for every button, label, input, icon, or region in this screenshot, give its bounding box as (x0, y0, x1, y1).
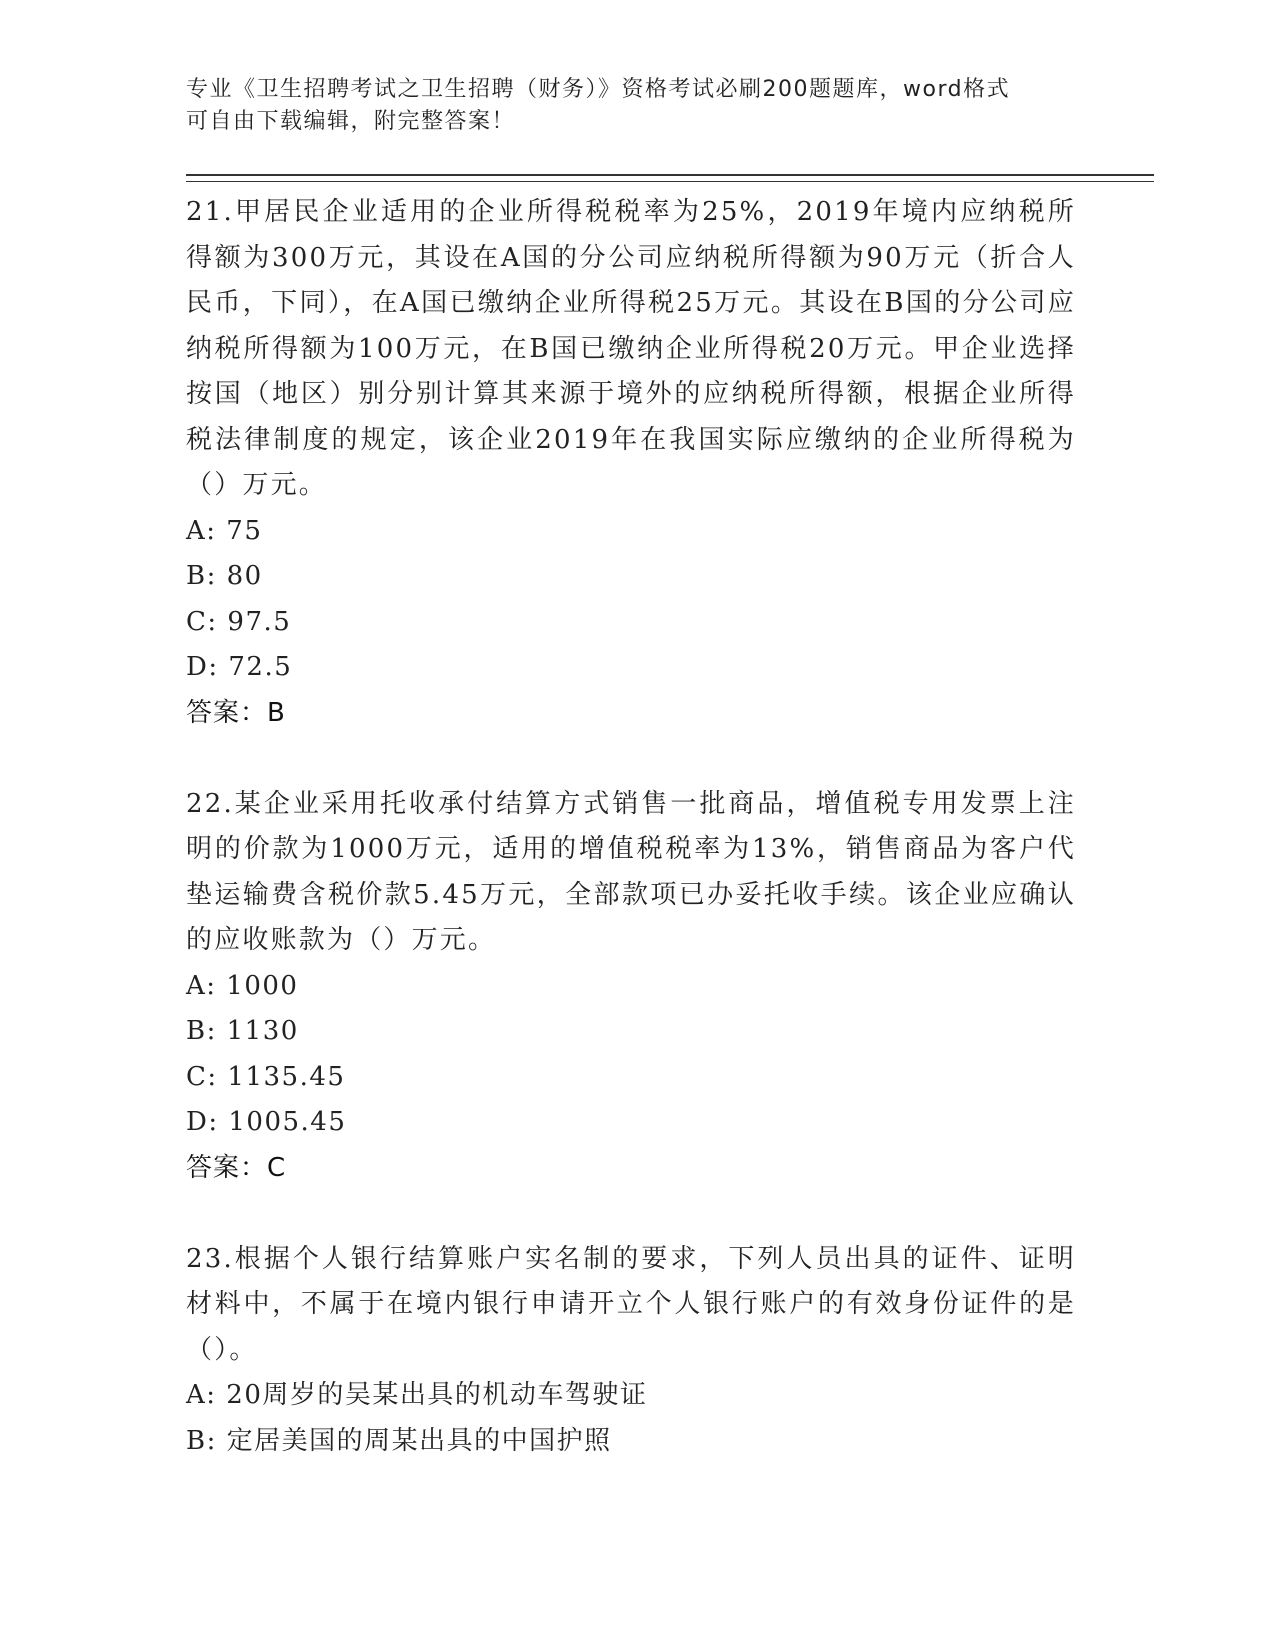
answer-label: 答案：C (186, 1152, 287, 1183)
document-header (186, 74, 1066, 138)
header-line-1: 专业《卫生招聘考试之卫生招聘（财务）》资格考试必刷200题题库，word格式 (186, 77, 1011, 102)
question-22 (186, 782, 1076, 1192)
header-line-2: 可自由下载编辑，附完整答案！ (186, 109, 516, 134)
spacer (186, 736, 1076, 782)
option-c: C: 1135.45 (186, 1061, 346, 1092)
spacer (186, 1191, 1076, 1237)
question-list (186, 190, 1076, 1464)
option-a: A: 75 (186, 515, 263, 546)
question-21 (186, 190, 1076, 736)
question-23 (186, 1237, 1076, 1465)
option-d: D: 1005.45 (186, 1107, 347, 1137)
answer-label: 答案：B (186, 697, 286, 728)
option-c: C: 97.5 (186, 606, 292, 637)
option-d: D: 72.5 (186, 652, 293, 682)
question-stem: 22.某企业采用托收承付结算方式销售一批商品，增值税专用发票上注明的价款为1000万元，适用的增值税税率为13%，销售商品为客户代垫运输费含税价款5.45万元，全部款项已办妥托收手续。该企业应确认的应收账款为（）万元。 (186, 788, 1076, 955)
question-stem: 21.甲居民企业适用的企业所得税税率为25%，2019年境内应纳税所得额为300万元，其设在A国的分公司应纳税所得额为90万元（折合人民币，下同），在A国已缴纳企业所得税25万元。其设在B国的分公司应纳税所得额为100万元，在B国已缴纳企业所得税20万元。甲企业选择按国（地区）别分别计算其来源于境外的应纳税所得额，根据企业所得税法律制度的规定，该企业2019年在我国实际应缴纳的企业所得税为（）万元。 (186, 197, 1076, 500)
question-stem: 23.根据个人银行结算账户实名制的要求，下列人员出具的证件、证明材料中，不属于在境内银行申请开立个人银行账户的有效身份证件的是（）。 (186, 1243, 1076, 1365)
option-b: B: 定居美国的周某出具的中国护照 (186, 1425, 612, 1456)
option-a: A: 1000 (186, 970, 299, 1001)
header-divider-thin (186, 181, 1154, 182)
option-a: A: 20周岁的吴某出具的机动车驾驶证 (186, 1380, 648, 1410)
option-b: B: 1130 (186, 1016, 299, 1046)
option-b: B: 80 (186, 561, 263, 591)
header-divider-thick (186, 174, 1154, 176)
